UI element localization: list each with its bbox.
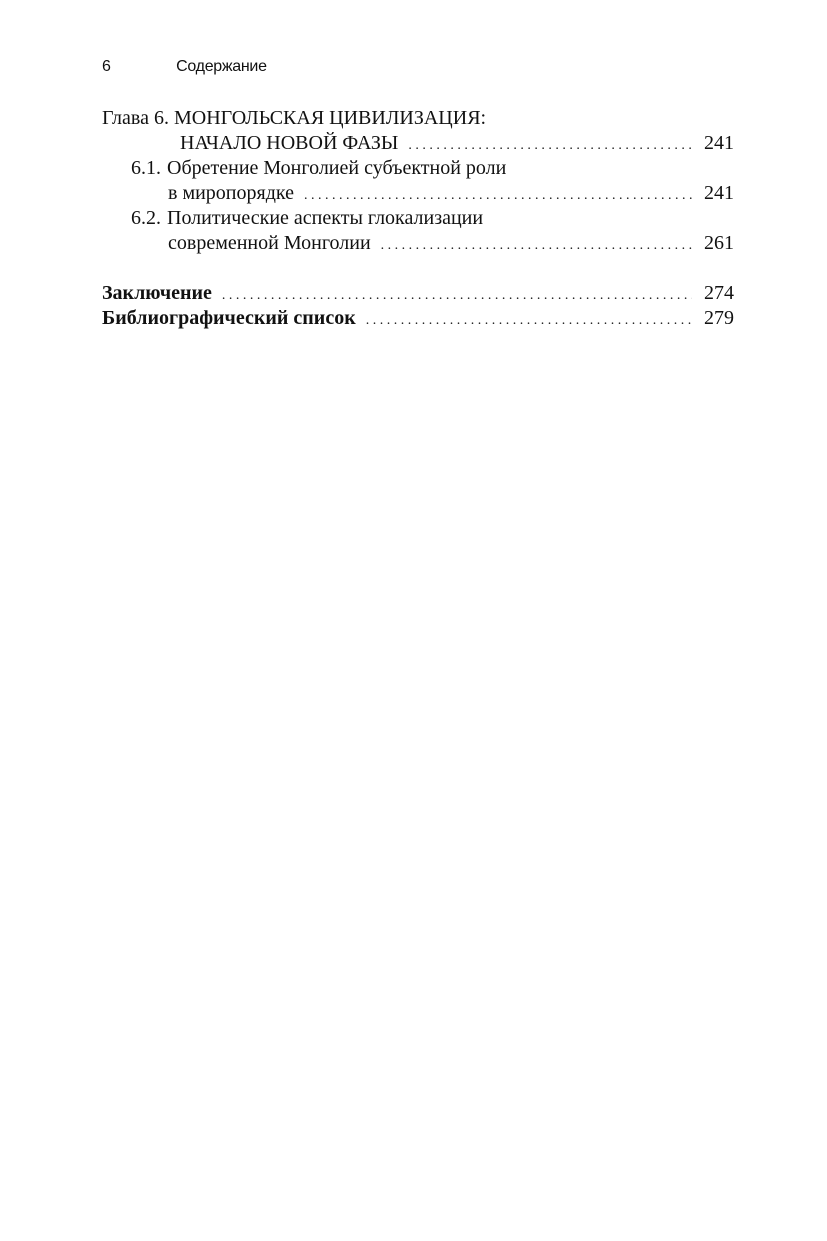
section-title: Обретение Монголией субъектной роли xyxy=(167,157,507,179)
toc-entry-section6-2-line2 xyxy=(102,231,734,256)
toc-entry-section6-1-line1 xyxy=(102,156,734,181)
dot-leader xyxy=(408,133,692,158)
page-number: 6 xyxy=(102,58,111,75)
bibliography-title: Библиографический список xyxy=(102,307,356,329)
bibliography-page-number: 279 xyxy=(704,307,734,329)
dot-leader xyxy=(304,183,692,208)
chapter-page-number: 241 xyxy=(704,132,734,154)
conclusion-page-number: 274 xyxy=(704,282,734,304)
running-head-title: Содержание xyxy=(176,58,267,75)
section-page-number: 241 xyxy=(704,182,734,204)
dot-leader xyxy=(222,283,692,308)
section-number: 6.1. xyxy=(131,157,161,179)
section-number: 6.2. xyxy=(131,207,161,229)
spacer xyxy=(102,256,734,281)
dot-leader xyxy=(366,308,692,333)
section-title: Политические аспекты глокализации xyxy=(167,207,484,229)
section-page-number: 261 xyxy=(704,232,734,254)
section-title-continued: в миропорядке xyxy=(168,182,294,204)
toc-entry-bibliography xyxy=(102,306,734,331)
dot-leader xyxy=(381,233,692,258)
section-title-continued: современной Монголии xyxy=(168,232,371,254)
chapter-title-continued: НАЧАЛО НОВОЙ ФАЗЫ xyxy=(180,132,399,154)
toc-entry-conclusion xyxy=(102,281,734,306)
toc-entry-section6-1-line2 xyxy=(102,181,734,206)
conclusion-title: Заключение xyxy=(102,282,212,304)
chapter-title: Глава 6. МОНГОЛЬСКАЯ ЦИВИЛИЗАЦИЯ: xyxy=(102,107,487,129)
table-of-contents xyxy=(102,106,734,331)
toc-entry-chapter6-line2 xyxy=(102,131,734,156)
toc-entry-chapter6-line1 xyxy=(102,106,734,131)
running-head xyxy=(102,58,267,76)
toc-entry-section6-2-line1 xyxy=(102,206,734,231)
